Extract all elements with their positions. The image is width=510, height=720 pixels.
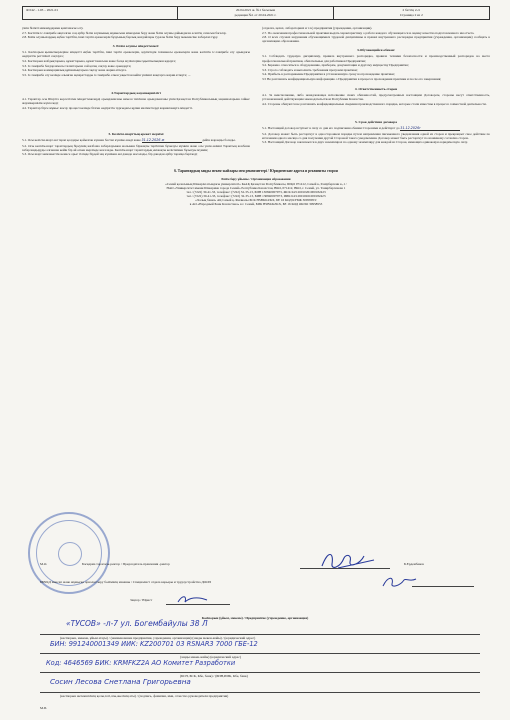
clause: 3.2. Бережно относиться к оборудованию, приборам, документации и другому имуществу Предприятия;: [262, 63, 409, 68]
director-caption: (кәсіпорын жетекшісінің қолы,тегі,аты,әкесінің аты) / (подпись, фамилия, имя, отчество руководителя предприятия): [60, 694, 229, 698]
clause: 5.1. Осы келісім-шарт екі тарап қолдары қойылған күннен бастап күшіне енеді және 31.12.2026 ж дейін жарамды болады.: [22, 137, 236, 142]
clause: 3.2. Кәсіпорын жабдықтарына, құжаттарына, құжаттамасына және басқа мүліктеріне ұқыптылықпен қарауға;: [22, 59, 176, 64]
clause: 5.2. Осы келісім-шарт тараптардың біреуінің жазбаша хабарлауымен жолымен біржақты тәртіппен бұзылуы мүмкін және осы үшін екінші Тараптың жазбаша хабарландыруды алғаннан кейін бір ай өткен мерзімде жоғалады. Келісім-шарт тараптардың екіжақты келісімімен бұзылуы мүмкін;: [22, 143, 250, 152]
contract-body: [22, 26, 490, 157]
career-label: ББҰҚД мансап және жұмысқа орналастыру бөлімінің маманы / Специалист отдела карьеры и трудоустройства ДООП: [40, 580, 212, 584]
field-line: [40, 653, 480, 654]
rector-signature: [318, 548, 378, 574]
section-heading: 4.Тараптардың жауапкершілігі: [111, 90, 161, 95]
clause: үшін білікті маманұдармен қамтамасыз ету.: [22, 26, 84, 30]
requisites-title: 6. Тараптардың заңды мекен-жайлары мен реквизиттері / Юридические адреса и реквизиты сторон: [174, 168, 338, 173]
clause: 3.1. Кәсіпорын қызметкерлеріне міндетті еңбек тәртібін, ішкі тәртіп ережелерін, қауіпсіздік техникасы ережелерін және кәсіптік іс-тәжірибе өту орындағы өндірістік реттілікті сақтауға;: [22, 50, 250, 59]
clause: 4.2. Стороны обязуются не разглашать конфиденциальные сведения производственного порядка, которые стали известны в процессе совместной деятельности.: [262, 101, 487, 106]
clause: 3.1. Соблюдать трудовую дисциплину, правила внутреннего распорядка, правила техники безопасности и производственный распорядок на месте профессиональной практики, обязательные для работников Предприятия;: [262, 54, 490, 63]
director-name-handwritten: Сосин Лесова Снетлана Григорьевна: [50, 677, 191, 686]
page-number: 2 беттің 2-сі Страница 2 из 2: [399, 8, 423, 17]
clause: 4.2. Тараптар бірге жұмыс жасау процесі кезінде білген өндірістік тұрғыдағы құпия мәліметтерді жарияламауға міндетті.: [22, 105, 193, 110]
form-header: [22, 6, 490, 20]
form-code: Ф 042 - 1.03 – 2021-01: [23, 7, 178, 19]
clause: 2.8. О всех случаях нарушения обучающимися трудовой дисциплины и правил внутреннего распорядка предприятия (учреждения, организации) сообщать в организацию образования.: [262, 35, 490, 44]
bank-handwritten: Код: 4646569 БИК: KRMFKZ2A АО Комитет Разработки: [46, 659, 236, 667]
clause: 2.7. По окончании профессиональной практики выдать характеристику о работе каждого обучающегося и оценку качества подготовленного им отчета.: [262, 30, 475, 35]
clause: 5.1. Настоящий договор вступает в силу со дня его подписания обеими Сторонами и действует до 31.12.2026г: [262, 126, 490, 131]
clause: (отделах, цехах, лабораториях и т.п.) предприятия (учреждения, организации).: [262, 26, 373, 30]
handwritten-date: 31.12.2026 ж: [142, 138, 202, 143]
clause: 3.4. Кәсіпорын коммерциялық құпиялықтарын сақтау және жария етпеуге.: [22, 68, 127, 73]
section-heading: 3.Обучающийся обязан:: [356, 48, 396, 53]
field-line: [40, 672, 480, 673]
address-caption: (заңды мекен-жайы) (юридический адрес): [180, 655, 242, 659]
clause: 4.1. Тараптар осы Шартта көрсетілген міндеттемелерді орындамағаны немесе тиісінше орындамағаны үшін Қазақстан Республикасының заңнамаларына сәйкес жауапкершілік жүктеледі;: [22, 97, 250, 106]
stamp-place-label: М.О.: [40, 562, 48, 566]
field-line: [40, 692, 480, 693]
section-heading: 5. Срок действия договора: [355, 119, 397, 124]
clause: 2.7. Кәсіптік іс-тәжірибе аяқталған соң әрбір білім алушының жұмысына мінездеме беру және білім алушы дайындаған есептің сапасын бағалау.: [22, 30, 227, 35]
stamp-place-label: М.П.: [40, 706, 48, 710]
section-heading: 4. Ответственность сторон: [354, 87, 398, 92]
handwritten-date: 31.12.2026г: [400, 126, 460, 131]
rector-name: Б.Ердембеков: [404, 562, 424, 566]
clause: 3.5. Іс-тәжірибе өту кезінде алынған ақпараттарды іс-тәжірибе өткен уақыттан кейін үшінші жақтарға жария етпеуге; ...: [22, 72, 191, 77]
clause: 5.3. Настоящий Договор заключается в двух экземплярах по одному экземпляру для каждой из Сторон, имеющих одинаковую юридическую силу.: [262, 140, 468, 145]
clause: 3.3. Строго соблюдать и выполнять требования программ практики;: [262, 67, 358, 72]
clause: 3.4. Прибыть в распоряжение Предприятия в установленную сроку на прохождение практики;: [262, 72, 395, 77]
clause: 2.8. Білім алушылардың еңбек тәртібін, ішкі тәртіп ережелерін бұзуының барлық жағдайлары туралы білім беру мекемесіне хабарлап тұру.: [22, 35, 219, 40]
enterprise-name-handwritten: «ТУСОВ» -л-7 ул. Богембайулы 38 Л: [66, 619, 208, 628]
clause: 5.3. Осы шарт мемлекеттік немесе орыс тілінде бірдей заң күшімен екі данада жасалады, бір данадан әрбір тарапқа беріледі;: [22, 152, 198, 157]
clause: 5.2. Договор может быть расторгнут в одностороннем порядке путем направления письменного уведомления одной из сторон и прекращает свое действие по истечении одного месяца со дня получения другой Стороной такого уведомления. Договор может быть расторгнут по взаимному согласию сторон.: [262, 131, 490, 140]
section-heading: 5. Келісім-шарттың әрекет мерзімі: [108, 131, 164, 136]
clause: 4.1. За неисполнение, либо ненадлежащее исполнение своих обязанностей, предусмотренных настоящим Договором, стороны несут ответственность, установленной действующим законодательством Республики Казахстан.: [262, 93, 490, 102]
kazakh-column: [22, 26, 250, 157]
enterprise-name-caption: (кәсіпорын, мекеме, ұйым атауы) / (наименование предприятия, учреждения, организации) (заңды мекен-жайы) / (юридический адрес): [60, 636, 256, 640]
career-signature: [380, 574, 420, 590]
field-line: [40, 634, 480, 635]
stamp-emblem-icon: [58, 542, 82, 566]
enterprise-title: Кәсіпорын (ұйым, мекеме) / Предприятие (учреждение, организация): [201, 616, 309, 620]
section-heading: 3. Білім алушы міндеттемесі:: [112, 44, 160, 49]
org-address: «Семей қаласының Шәкәрім атындағы университеті» КеАҚ Қазақстан Республикасы, ШҚО 071412, Семей к.,Танірбергенн к.,1 / НАО «Университет имени Шакарима города Семей» Республика Казахстан, ВКО, 071412, ВКО, г. Семей, ул. Танирбергенова 1 тел.: (7222) 30-41-33, телефакс: (7222) 32-35-13, БИН 130840007973, ЖСК KZ126010261000182423 тел.: (7222) 30-41-33, телефакс: (7222) 32-35-13, БИН 130840007973, ИИК KZ126010261000182423 «Халық банкі» АҚ Семей қ. Филиалы БСК HSBKKZKX, БЕ 16 КОД КҮБЖ 30958953/ в АО «Народный Банк Казахстана» в г. Семей, БИК HSBKKZKX, БЕ 16 КОД ОКПО 30958953: [165, 181, 347, 207]
edition-info: 20.04.2021 ж. №1 басылым редакция №1 от 20.04.2021 г.: [178, 7, 333, 19]
bin-handwritten: БИН: 991240001349 ИИК: KZ200701 03 RSNAR3 7000 ГБЕ-12: [50, 640, 258, 648]
signature-line: [412, 586, 474, 587]
org-title: Білім беру ұйымы / Организация образования: [221, 176, 291, 181]
russian-column: [262, 26, 490, 157]
clause: 3.5 Не разглашать конфиденциальную информацию о Предприятии в процессе прохождения практики и после его завершения;: [262, 76, 442, 81]
bank-caption: (БСН, БСК, Кбе, банк) / (БИН,ИИК, Кбе, банк): [180, 674, 248, 678]
jurist-label: Заңгер / Юрист: [130, 598, 153, 602]
rector-label: Басқарма төрағасы-ректор / Председатель правления -ректор: [82, 562, 170, 566]
jurist-signature: [175, 592, 211, 606]
clause: 3.3. Іс-тәжірибе бағдарламасы талаптарына сай қатаң сақтау және орындауға;: [22, 63, 132, 68]
